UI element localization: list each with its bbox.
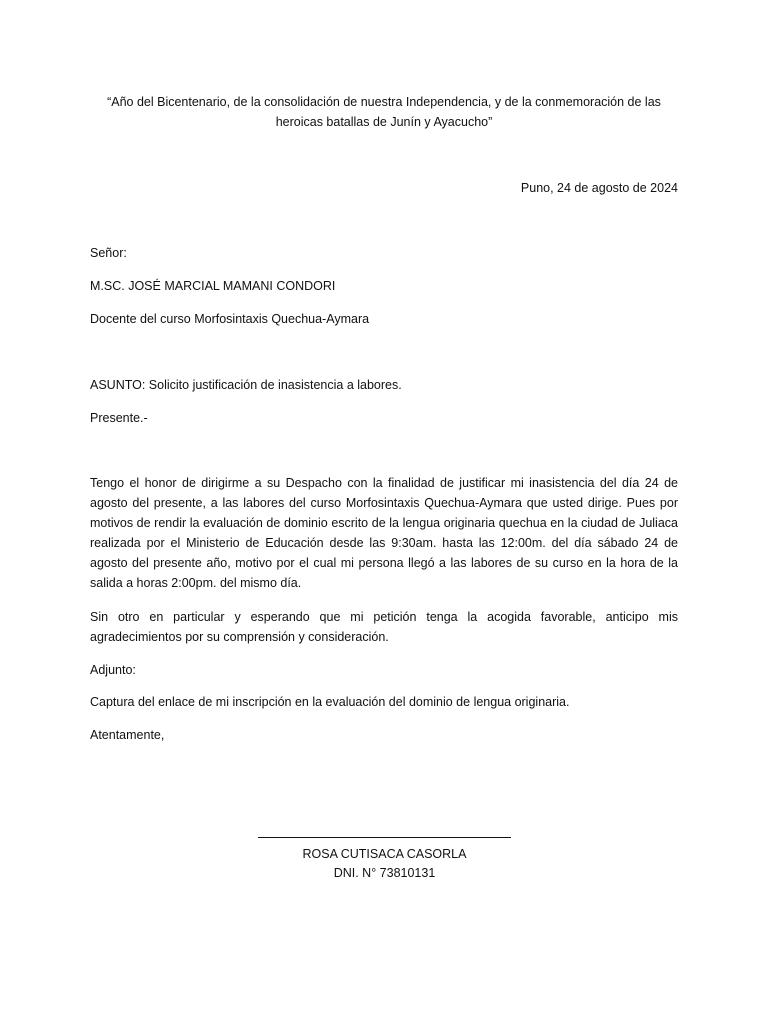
- salutation: Señor:: [90, 246, 127, 260]
- signature-block: [258, 826, 511, 883]
- body-paragraph-justification: Tengo el honor de dirigirme a su Despacho con la finalidad de justificar mi inasistencia del día 24 de agosto del presente, a las labores del curso Morfosintaxis Quechua-Aymara que usted dirige. Pues por motivos de rendir la evaluación de dominio escrito de la lengua originaria quechua en la ciudad de Juliaca realizada por el Ministerio de Educación desde las 9:30am. hasta las 12:00m. del día sábado 24 de agosto del presente año, motivo por el cual mi persona llegó a las labores de su curso en la hora de la salida a horas 2:00pm. del mismo día.: [90, 476, 678, 590]
- signatory-id: DNI. N° 73810131: [333, 866, 436, 880]
- subject-line: ASUNTO: Solicito justificación de inasistencia a labores.: [90, 378, 402, 392]
- date-line: Puno, 24 de agosto de 2024: [520, 181, 678, 195]
- signature-rule: [258, 837, 511, 838]
- year-motto: “Año del Bicentenario, de la consolidación de nuestra Independencia, y de la conmemoración de las heroicas batallas de Junín y Ayacucho”: [107, 95, 661, 129]
- attachment-text: Captura del enlace de mi inscripción en la evaluación del dominio de lengua originaria.: [90, 695, 570, 709]
- closing-line: Atentamente,: [90, 728, 165, 742]
- attachment-label: Adjunto:: [90, 663, 136, 677]
- recipient-role: Docente del curso Morfosintaxis Quechua-Aymara: [90, 312, 370, 326]
- recipient-name: M.SC. JOSÉ MARCIAL MAMANI CONDORI: [90, 279, 336, 293]
- body-paragraph-closing-request: Sin otro en particular y esperando que mi petición tenga la acogida favorable, anticipo mis agradecimientos por su comprensión y consideración.: [90, 610, 678, 644]
- signatory-name: ROSA CUTISACA CASORLA: [302, 847, 467, 861]
- presente-line: Presente.-: [90, 411, 148, 425]
